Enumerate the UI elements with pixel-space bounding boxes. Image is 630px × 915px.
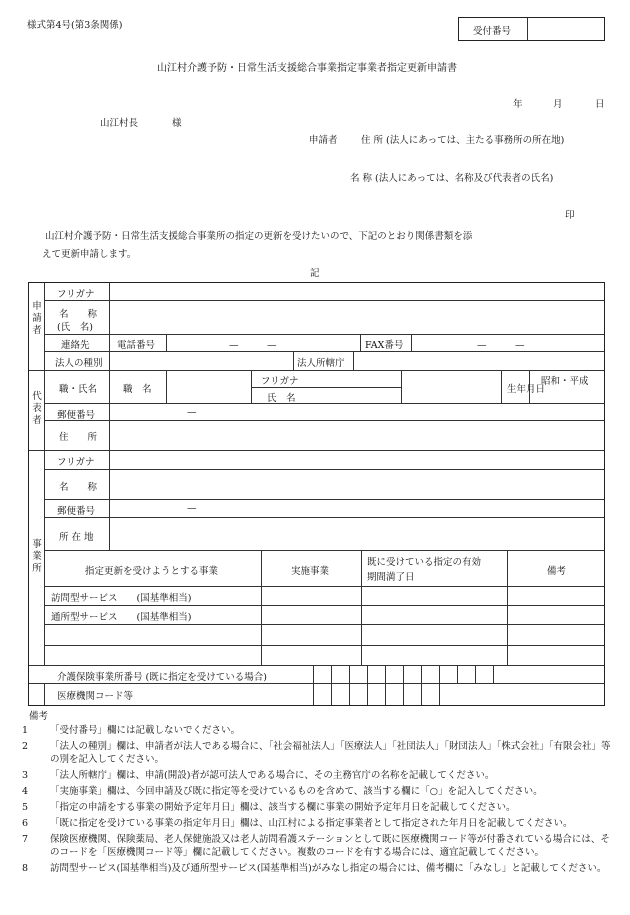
section-representative: 代 表 者	[32, 391, 42, 426]
addressee-name: 山江村長	[100, 118, 139, 129]
job-title-label: 職 名	[123, 384, 152, 395]
corp-type-label: 法人の種別	[55, 358, 103, 369]
note-item: 6 「既に指定を受けている事業の指定年月日」欄は、山江村による指定事業者として指定された年月日を記載してください。	[22, 818, 573, 829]
note-item: 4 「実施事業」欄は、今回申請及び既に指定等を受けているものを含めて、該当する欄に「○」を記入してください。	[22, 786, 543, 797]
note-item: 7 保険医療機関、保険薬局、老人保健施設又は老人訪問看護ステーションとして既に医療機関コード等が付番されている場合には、そのコードを「医療機関コード等」欄に記載してください。複数のコードを有する場合には、適宜記載してください。	[22, 834, 610, 858]
service-row-home-visit: 訪問型サービス (国基準相当)	[51, 593, 192, 604]
intro-text-line1: 山江村介護予防・日常生活支援総合事業所の指定の更新を受けたいので、下記のとおり関係書類を添	[45, 231, 473, 242]
col-business-header: 指定更新を受けようとする事業	[85, 566, 219, 577]
applicant-label: 申請者	[309, 135, 338, 146]
form-number: 様式第4号(第3条関係)	[27, 20, 123, 31]
office-postal-label: 郵便番号	[57, 506, 96, 517]
postal-dash: —	[187, 407, 197, 418]
section-applicant: 申 請 者	[32, 301, 42, 336]
addressee-honorific: 様	[172, 118, 182, 129]
contact-label: 連絡先	[61, 340, 90, 351]
era-label: 昭和・平成	[541, 376, 589, 387]
notes-title: 備考	[29, 711, 49, 722]
col-expiry-header-line1: 既に受けている指定の有効	[367, 557, 482, 568]
receipt-number-label: 受付番号	[473, 26, 512, 37]
col-expiry-header-line2: 期間満了日	[367, 572, 415, 583]
birthdate-label: 生年月日	[507, 384, 546, 395]
date-year: 年	[513, 99, 523, 110]
job-name-label: 職・氏名	[59, 384, 98, 395]
rep-name-label: 氏 名	[267, 393, 296, 404]
applicant-furigana-label: フリガナ	[57, 289, 95, 300]
note-item: 2 「法人の種別」欄は、申請者が法人である場合に、「社会福祉法人」「医療法人」「社団法人」「財団法人」「株式会社」「有限会社」等の別を記入してください。	[22, 741, 611, 765]
fax-dashes: — —	[477, 340, 525, 351]
note-item: 1 「受付番号」欄には記載しないでください。	[22, 725, 241, 736]
document-title: 山江村介護予防・日常生活支援総合事業指定事業者指定更新申請書	[157, 63, 457, 74]
applicant-address-label: 住 所 (法人にあっては、主たる事務所の所在地)	[361, 135, 565, 146]
phone-label: 電話番号	[117, 340, 156, 351]
note-item: 3 「法人所轄庁」欄は、申請(開設)者が認可法人である場合に、その主務官庁の名称を記載してください。	[22, 770, 495, 781]
applicant-name-label: 名 称 (法人にあっては、名称及び代表者の氏名)	[350, 173, 554, 184]
address-label: 住 所	[59, 432, 98, 443]
receipt-number-box	[458, 17, 605, 41]
postal-label: 郵便番号	[57, 410, 96, 421]
application-table	[28, 282, 605, 706]
applicant-name-sub-label: (氏 名)	[57, 322, 93, 333]
date-day: 日	[595, 99, 605, 110]
corp-office-label: 法人所轄庁	[297, 358, 345, 369]
note-item: 5 「指定の申請をする事業の開始予定年月日」欄は、該当する欄に事業の開始予定年月日を記載してください。	[22, 802, 516, 813]
care-insurance-number-label: 介護保険事業所番号 (既に指定を受けている場合)	[57, 672, 267, 683]
notes-list	[20, 724, 612, 878]
rep-furigana-label: フリガナ	[261, 376, 299, 387]
note-item: 8 訪問型サービス(国基準相当)及び通所型サービス(国基準相当)がみなし指定の場合には、備考欄に「みなし」と記載してください。	[22, 863, 607, 874]
fax-label: FAX番号	[365, 340, 404, 351]
office-postal-dash: —	[187, 503, 197, 514]
section-office: 事 業 所	[32, 539, 42, 574]
seal-mark: 印	[565, 210, 575, 221]
intro-text-line2: えて更新申請します。	[42, 249, 137, 260]
medical-code-label: 医療機関コード等	[57, 691, 134, 702]
office-name-label: 名 称	[59, 482, 98, 493]
location-label: 所 在 地	[59, 532, 94, 543]
col-remarks-header: 備考	[547, 566, 567, 577]
applicant-name-label: 名 称	[59, 309, 98, 320]
phone-dashes: — —	[229, 340, 277, 351]
ki-heading: 記	[310, 268, 320, 279]
office-furigana-label: フリガナ	[57, 457, 95, 468]
col-implementation-header: 実施事業	[291, 566, 330, 577]
date-month: 月	[553, 99, 563, 110]
service-row-day-care: 通所型サービス (国基準相当)	[51, 612, 192, 623]
